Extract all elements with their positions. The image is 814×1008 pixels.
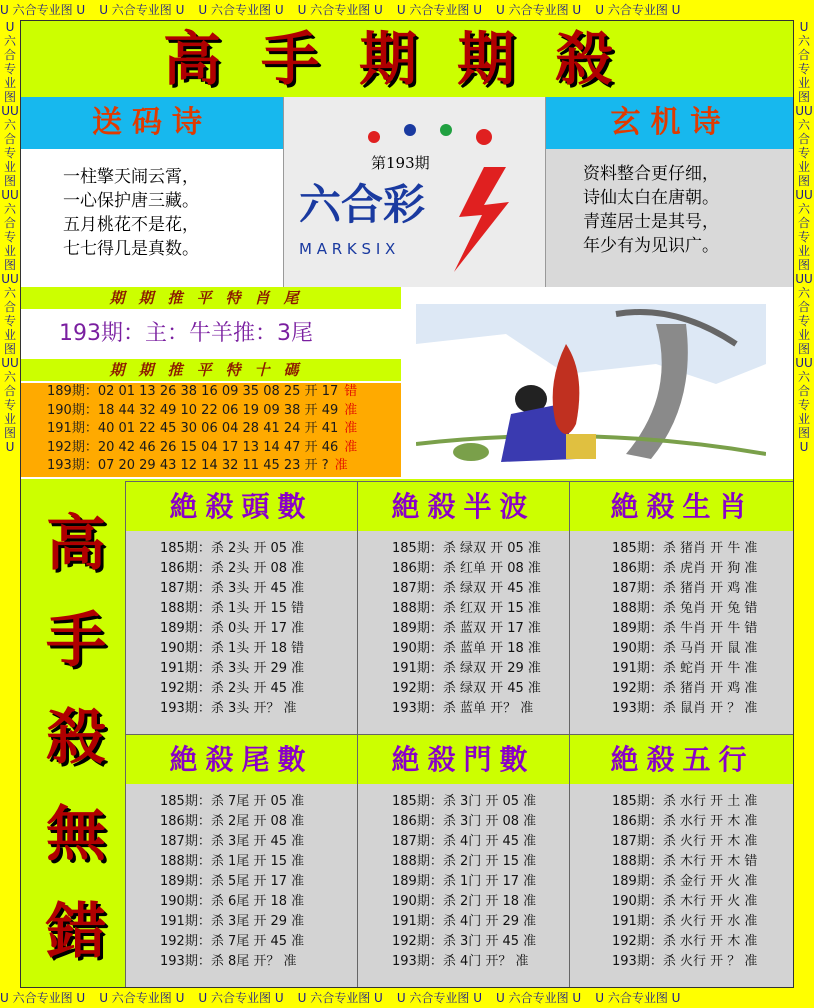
- kill-box-row: 186期：杀 2头 开 08 准: [160, 561, 305, 576]
- logo-brand-text: 六合彩: [299, 180, 426, 229]
- kill-box-row: 187期：杀 3尾 开 45 准: [160, 834, 305, 849]
- frame-text-unit: U 六合专业图 U: [0, 991, 86, 1005]
- frame-text-unit: U 六合专业图 U: [396, 991, 483, 1005]
- send-code-poem-line: 一心保护唐三藏。: [63, 191, 199, 211]
- kill-box-row: 185期：杀 绿双 开 05 准: [392, 541, 541, 556]
- mystery-poem-line: 年少有为见识广。: [583, 236, 719, 256]
- history-row: [21, 420, 401, 439]
- kill-box-title: 絶殺尾數: [125, 734, 357, 784]
- kill-box-body: [125, 531, 357, 734]
- history-row: [21, 457, 401, 476]
- special-zodiac-title: 期期推平特肖尾: [21, 287, 401, 309]
- frame-text-unit: U 六合专业图 U: [99, 3, 185, 17]
- kill-box-row: 185期：杀 2头 开 05 准: [160, 541, 305, 556]
- history-row-text: 189期：02 01 13 26 38 16 09 35 08 25 开 17: [47, 384, 339, 399]
- history-row: [21, 383, 401, 402]
- kill-box-row: 192期：杀 7尾 开 45 准: [160, 934, 305, 949]
- kill-box-body: [569, 784, 794, 987]
- history-row-result: 准: [334, 458, 348, 473]
- kill-box: [125, 481, 357, 734]
- kill-box-row: 190期：杀 6尾 开 18 准: [160, 894, 305, 909]
- kill-box-row: 192期：杀 2头 开 45 准: [160, 681, 305, 696]
- kill-box-row: 192期：杀 3门 开 45 准: [392, 934, 537, 949]
- kill-box-row: 188期：杀 红双 开 15 准: [392, 601, 541, 616]
- kill-box-row: 185期：杀 7尾 开 05 准: [160, 794, 305, 809]
- kill-box-row: 186期：杀 虎肖 开 狗 准: [612, 561, 758, 576]
- mystery-poem-line: 青莲居士是其号，: [583, 212, 719, 232]
- kill-box-row: 191期：杀 4门 开 29 准: [392, 914, 537, 929]
- kill-box-row: 191期：杀 蛇肖 开 牛 准: [612, 661, 758, 676]
- kill-box-row: 193期：杀 火行 开 ？ 准: [612, 954, 758, 969]
- kill-box-row: 188期：杀 1尾 开 15 准: [160, 854, 305, 869]
- frame-text-unit: U 六合专业图 U: [99, 991, 185, 1005]
- kill-box-row: 189期：杀 金行 开 火 准: [612, 874, 758, 889]
- send-code-poem-line: 一柱擎天闹云霄，: [63, 167, 199, 187]
- kill-box-row: 190期：杀 1头 开 18 错: [160, 641, 305, 656]
- kill-box-body: [125, 784, 357, 987]
- frame-text-unit: U 六合专业图 U: [0, 3, 86, 17]
- frame-text-unit: U 六合专业图 U: [198, 3, 284, 17]
- kill-box-row: 191期：杀 火行 开 水 准: [612, 914, 758, 929]
- kill-box: [357, 734, 569, 987]
- frame-text-unit: U 六合专业图 U: [297, 3, 383, 17]
- kill-box-row: 191期：杀 3头 开 29 准: [160, 661, 305, 676]
- kill-box-row: 190期：杀 木行 开 火 准: [612, 894, 758, 909]
- frame-text-unit: U 六合专业图 U: [396, 3, 483, 17]
- side-title-char: 殺: [46, 703, 106, 773]
- kill-box-row: 193期：杀 8尾 开？ 准: [160, 954, 297, 969]
- mystery-poem-line: 资料整合更仔细，: [583, 164, 719, 184]
- kill-box: [569, 734, 794, 987]
- kill-box-body: [357, 784, 569, 987]
- kill-box-row: 191期：杀 绿双 开 29 准: [392, 661, 541, 676]
- history-row-text: 192期：20 42 46 26 15 04 17 13 14 47 开 46: [47, 439, 339, 455]
- send-code-poem-line: 七七得几是真数。: [63, 239, 199, 259]
- side-title-char: 無: [46, 800, 106, 870]
- kill-box-row: 192期：杀 水行 开 木 准: [612, 934, 758, 949]
- frame-text-unit: U 六合专业图 U: [496, 991, 582, 1005]
- frame-text-unit: U 六合专业图 U: [297, 991, 383, 1005]
- frame-left-strip: U六合专业图UU六合专业图UU六合专业图UU六合专业图UU六合专业图U: [1, 20, 19, 454]
- kill-box-row: 189期：杀 牛肖 开 牛 错: [612, 621, 758, 636]
- kill-box-title: 絶殺頭數: [125, 481, 357, 531]
- kill-box-row: 188期：杀 木行 开 木 错: [612, 854, 758, 869]
- kill-box-row: 187期：杀 3头 开 45 准: [160, 581, 305, 596]
- kill-box-row: 189期：杀 1门 开 17 准: [392, 874, 537, 889]
- pipa-player-illustration: [416, 304, 766, 470]
- kill-box-row: 193期：杀 4门 开？ 准: [392, 954, 529, 969]
- kill-box-title: 絶殺五行: [569, 734, 794, 784]
- kill-box-row: 185期：杀 水行 开 土 准: [612, 794, 758, 809]
- frame-text-unit: U 六合专业图 U: [595, 3, 681, 17]
- kill-box-row: 191期：杀 3尾 开 29 准: [160, 914, 305, 929]
- kill-box-row: 193期：杀 鼠肖 开 ？ 准: [612, 701, 758, 716]
- history-row-result: 准: [344, 439, 358, 455]
- mark-six-logo-graphic: [284, 97, 547, 287]
- kill-box-row: 190期：杀 马肖 开 鼠 准: [612, 641, 758, 656]
- kill-box-row: 190期：杀 蓝单 开 18 准: [392, 641, 541, 656]
- kill-box-row: 187期：杀 绿双 开 45 准: [392, 581, 541, 596]
- kill-box-row: 189期：杀 0头 开 17 准: [160, 621, 305, 636]
- kill-box: [125, 734, 357, 987]
- history-list: [21, 383, 401, 477]
- mark-six-logo: [283, 97, 546, 287]
- kill-box-body: [357, 531, 569, 734]
- frame-text-unit: U 六合专业图 U: [198, 991, 284, 1005]
- kill-box-row: 187期：杀 猪肖 开 鸡 准: [612, 581, 758, 596]
- frame-top-strip: [0, 0, 814, 20]
- send-code-poem-header: 送码诗: [21, 97, 283, 149]
- history-row-text: 190期：18 44 32 49 10 22 06 19 09 38 开 49: [47, 402, 339, 418]
- history-row: [21, 439, 401, 458]
- special-ten-title: 期期推平特十碼: [21, 359, 401, 381]
- history-row-text: 193期：07 20 29 43 12 14 32 11 45 23 开 ?: [47, 458, 329, 473]
- kill-box-row: 190期：杀 2门 开 18 准: [392, 894, 537, 909]
- kill-box-row: 187期：杀 火行 开 木 准: [612, 834, 758, 849]
- frame-bottom-strip: [0, 988, 814, 1008]
- kill-box-title: 絶殺生肖: [569, 481, 794, 531]
- send-code-poem: [63, 165, 199, 261]
- frame-text-unit: U 六合专业图 U: [595, 991, 681, 1005]
- kill-box-row: 192期：杀 猪肖 开 鸡 准: [612, 681, 758, 696]
- kill-box: [569, 481, 794, 734]
- frame-right-strip: U六合专业图UU六合专业图UU六合专业图UU六合专业图UU六合专业图U: [795, 20, 813, 454]
- special-zodiac-tip: 193期：主：牛羊推：3尾: [21, 311, 401, 357]
- kill-box-row: 185期：杀 3门 开 05 准: [392, 794, 537, 809]
- kill-box-row: 185期：杀 猪肖 开 牛 准: [612, 541, 758, 556]
- kill-box-row: 192期：杀 绿双 开 45 准: [392, 681, 541, 696]
- mystery-poem-line: 诗仙太白在唐朝。: [583, 188, 719, 208]
- kill-box-row: 186期：杀 3门 开 08 准: [392, 814, 537, 829]
- send-code-poem-line: 五月桃花不是花，: [63, 215, 199, 235]
- kill-box-row: 186期：杀 红单 开 08 准: [392, 561, 541, 576]
- kill-box-row: 189期：杀 5尾 开 17 准: [160, 874, 305, 889]
- mystery-poem-header: 玄机诗: [546, 97, 794, 149]
- kill-box-row: 188期：杀 1头 开 15 错: [160, 601, 305, 616]
- kill-box-row: 193期：杀 蓝单 开？ 准: [392, 701, 534, 716]
- kill-box-row: 193期：杀 3头 开？ 准: [160, 701, 297, 716]
- logo-sub-text: M A R K S I X: [299, 240, 396, 258]
- kill-box-title: 絶殺門數: [357, 734, 569, 784]
- side-title-char: 錯: [46, 897, 106, 967]
- kill-box-row: 187期：杀 4门 开 45 准: [392, 834, 537, 849]
- poster: [20, 20, 794, 988]
- side-title-char: 高: [46, 509, 106, 579]
- history-row-text: 191期：40 01 22 45 30 06 04 28 41 24 开 41: [47, 421, 339, 436]
- kill-box-row: 186期：杀 水行 开 木 准: [612, 814, 758, 829]
- mystery-poem: [583, 162, 719, 258]
- side-title: [29, 496, 123, 986]
- side-title-char: 手: [46, 606, 106, 676]
- kill-box-body: [569, 531, 794, 734]
- kill-box-title: 絶殺半波: [357, 481, 569, 531]
- kill-box-row: 186期：杀 2尾 开 08 准: [160, 814, 305, 829]
- kill-box-row: 188期：杀 2门 开 15 准: [392, 854, 537, 869]
- history-row-result: 准: [344, 402, 358, 418]
- page-title: 高手期期殺: [21, 21, 794, 97]
- kill-box-row: 189期：杀 蓝双 开 17 准: [392, 621, 541, 636]
- issue-number: 第193期: [371, 154, 430, 172]
- history-row-result: 错: [344, 384, 358, 399]
- kill-box-row: 188期：杀 兔肖 开 兔 错: [612, 601, 758, 616]
- history-row: [21, 402, 401, 421]
- kill-box: [357, 481, 569, 734]
- frame-text-unit: U 六合专业图 U: [496, 3, 582, 17]
- history-row-result: 准: [344, 421, 358, 436]
